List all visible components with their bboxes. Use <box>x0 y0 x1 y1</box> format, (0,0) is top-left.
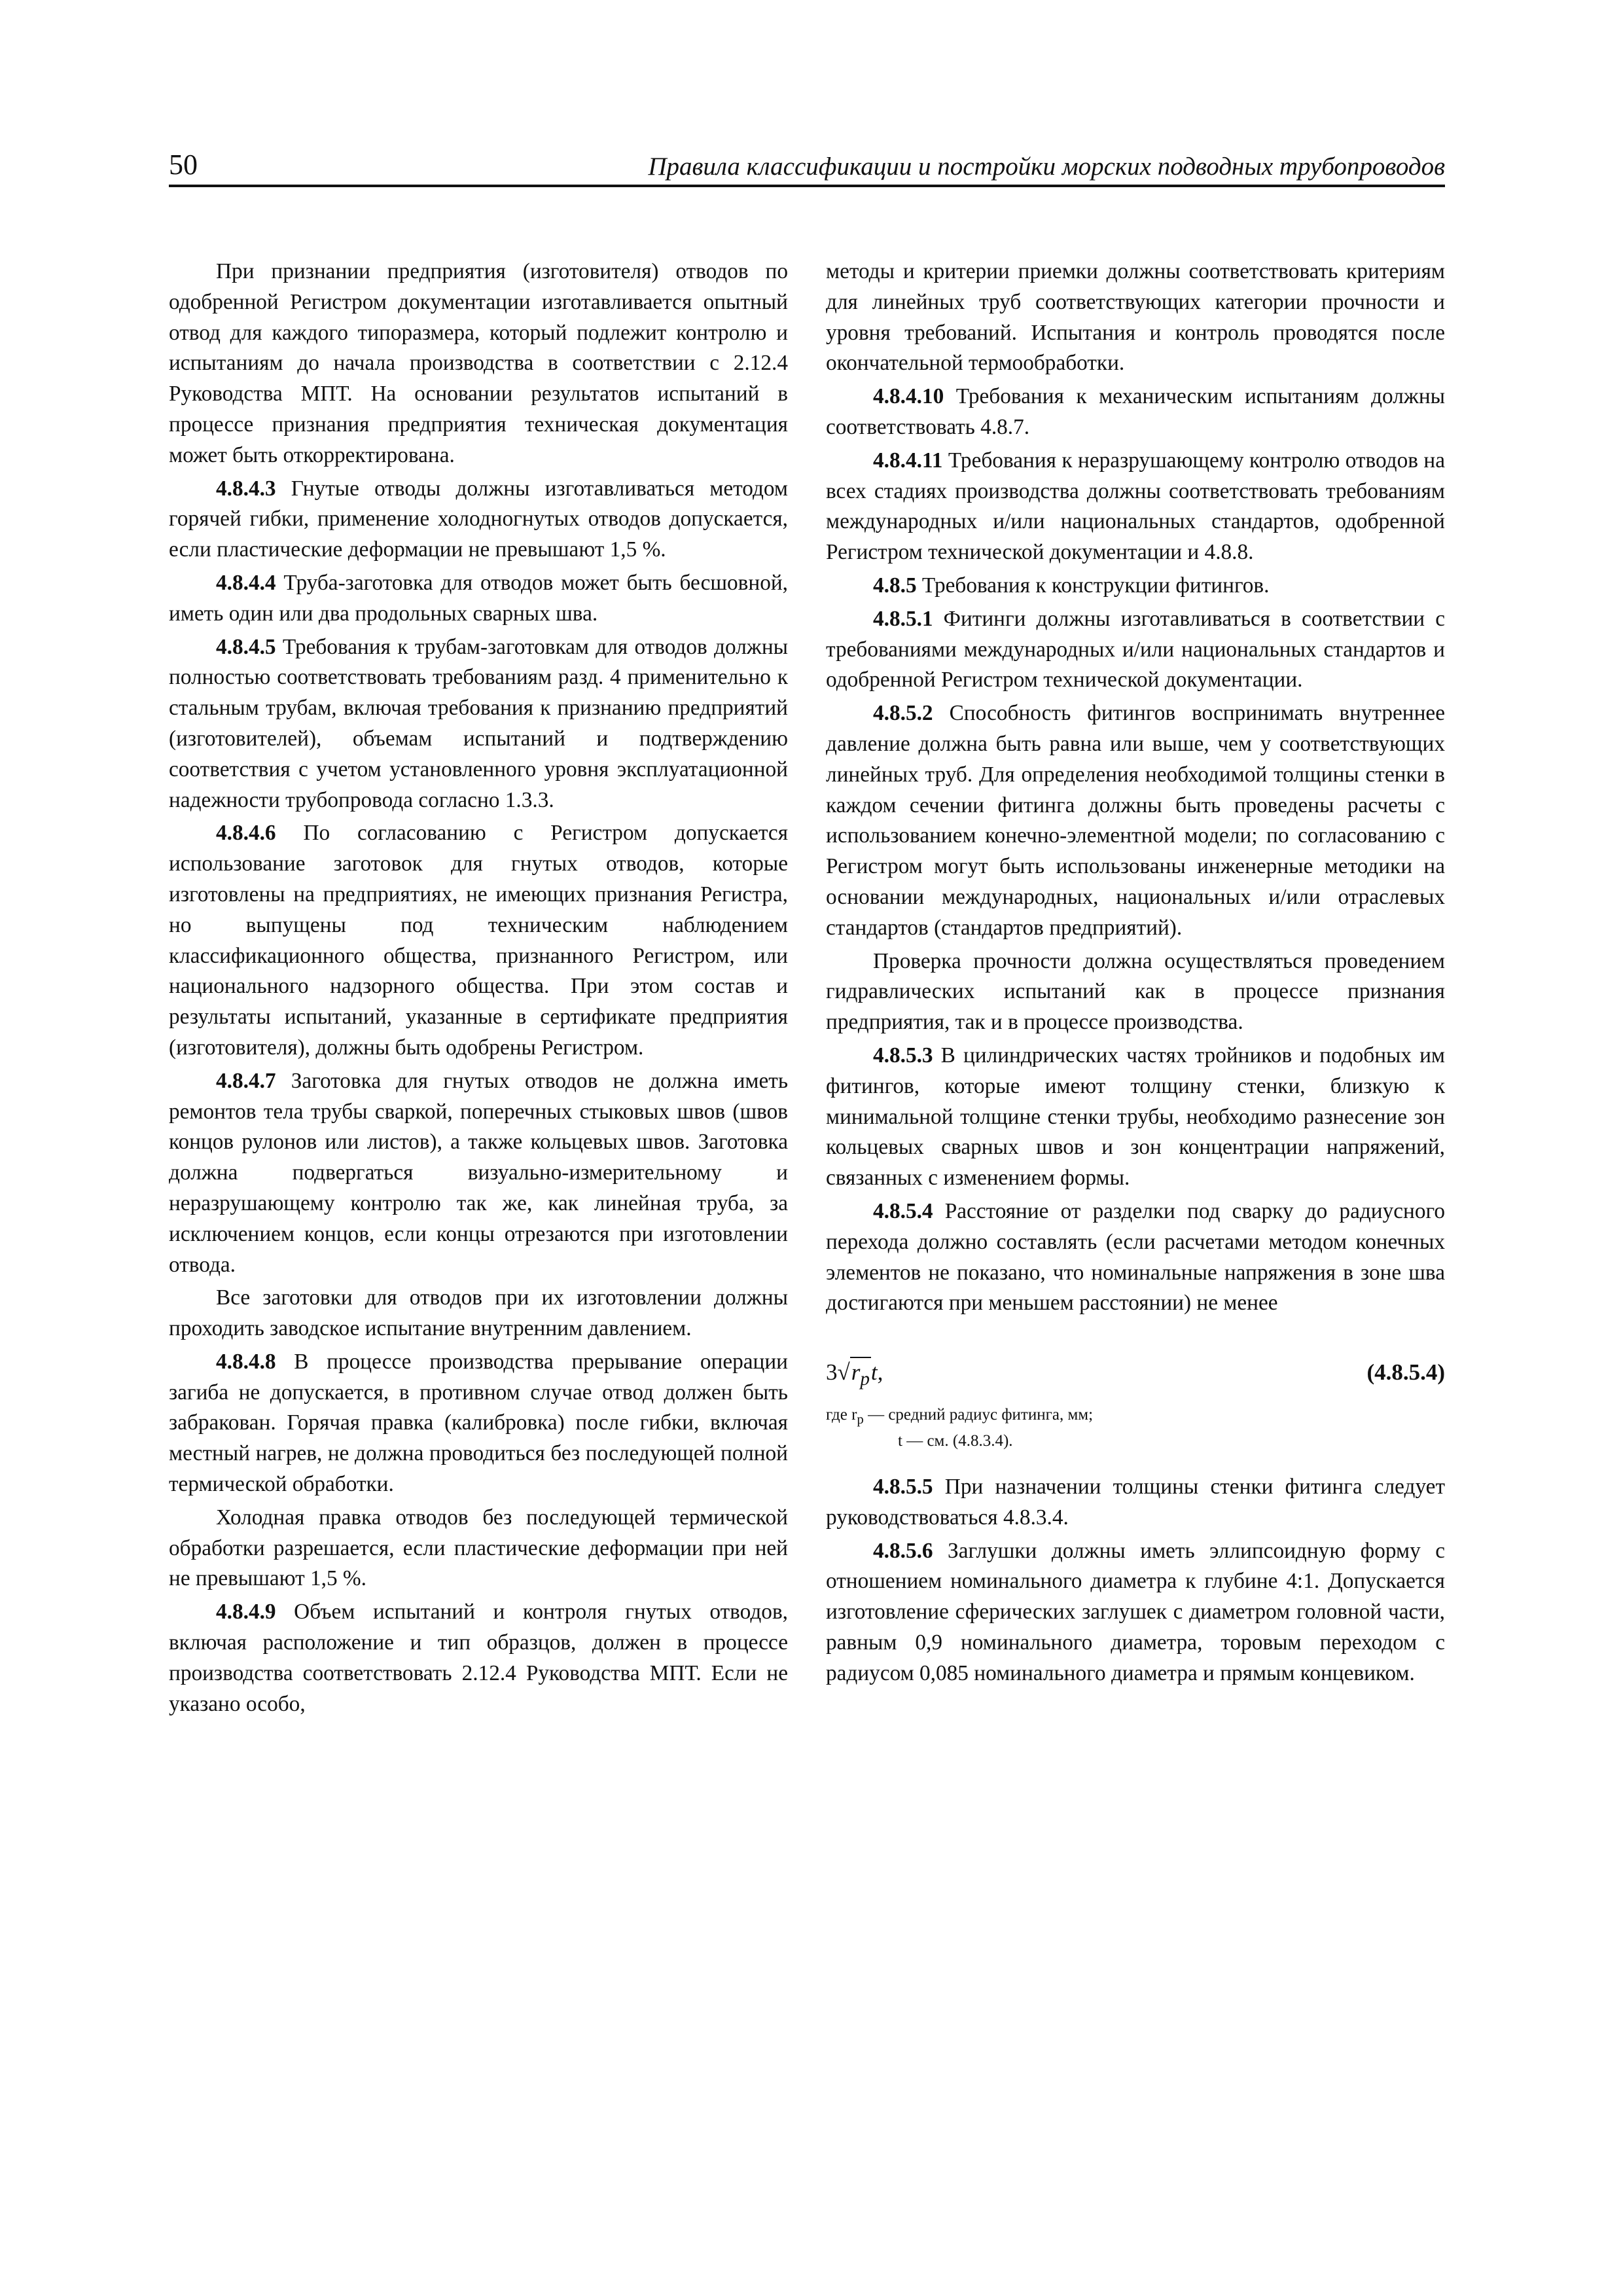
legend-line: где $r_p$ — средний радиус фитинга, мм; <box>826 1406 1094 1427</box>
paragraph: 4.8.5.2 Способность фитингов воспринимать внутреннее давление должна быть равна или выше, чем у соответствующих линейных труб. Для определения необходимой толщины стенки в каждом сечении фитинга должны быть проведены расчеты с использованием конечно-элементной модели; по согласованию с Регистром могут быть использованы инженерные методики на основании международных, национальных и/или отраслевых стандартов (стандартов предприятий). <box>826 701 1445 940</box>
paragraph: При признании предприятия (изготовителя) отводов по одобренной Регистром документации изготавливается опытный отвод для каждого типоразмера, который подлежит контролю и испытаниям до начала производства в соответствии с 2.12.4 Руководства МПТ. На основании результатов испытаний в процессе признания предприятия техническая документация может быть откорректирована. <box>169 259 788 467</box>
paragraph: 4.8.5.4 Расстояние от разделки под сварку до радиусного перехода должно составлять (если расчетами методом конечных элементов не показано, что номинальные напряжения в зоне шва достигаются при меньшем расстоянии) не менее <box>826 1198 1445 1316</box>
paragraph: 4.8.4.11 Требования к неразрушающему контролю отводов на всех стадиях производства должны соответствовать требованиям международных и/или национальных стандартов, одобренной Регистром технической документации и 4.8.8. <box>826 448 1446 565</box>
paragraph: 4.8.4.8 В процессе производства прерывание операции загиба не допускается, в противном случае отвод должен быть забракован. Горячая правка (калибровка) после гибки, включая местный нагрев, не должна проводиться без последующей полной термической обработки. <box>169 1349 788 1497</box>
paragraph: 4.8.4.3 Гнутые отводы должны изготавливаться методом горячей гибки, применение холодногнутых отводов допускается, если пластические деформации не превышают 1,5 %. <box>169 476 789 562</box>
page-header <box>169 139 1445 187</box>
paragraph: 4.8.4.5 Требования к трубам-заготовкам для отводов должны полностью соответствовать требованиям разд. 4 применительно к стальным трубам, включая требования к признанию предприятий (изготовителей), объемам испытаний и подтверждению соответствия с учетом установленного уровня эксплуатационной надежности трубопровода согласно 1.3.3. <box>169 634 789 812</box>
paragraph: 4.8.4.9 Объем испытаний и контроля гнутых отводов, включая расположение и тип образцов, должен в процессе производства соответствовать 2.12.4 Руководства МПТ. Если не указано особо, <box>169 1600 789 1716</box>
page-number: 50 <box>169 149 198 181</box>
paragraph: 4.8.4.4 Труба-заготовка для отводов может быть бесшовной, иметь один или два продольных сварных шва. <box>169 570 788 626</box>
paragraph: 4.8.5.5 При назначении толщины стенки фитинга следует руководствоваться 4.8.3.4. <box>826 1475 1446 1530</box>
formula: $3√r_pt$, <box>826 1353 883 1393</box>
legend-line: t — см. (4.8.3.4). <box>898 1432 1013 1450</box>
paragraph: Проверка прочности должна осуществляться проведением гидравлических испытаний как в процессе признания предприятия, так и в процессе производства. <box>826 948 1445 1035</box>
right-column <box>826 257 1445 1692</box>
paragraph: 4.8.5.1 Фитинги должны изготавливаться в соответствии с требованиями международных и/или национальных стандартов и одобренной Регистром технической документации. <box>826 606 1445 692</box>
left-column <box>169 257 788 1722</box>
paragraph: 4.8.5 Требования к конструкции фитингов. <box>873 573 1270 598</box>
paragraph: 4.8.4.10 Требования к механическим испытаниям должны соответствовать 4.8.7. <box>826 384 1446 439</box>
paragraph: 4.8.5.3 В цилиндрических частях тройников и подобных им фитингов, которые имеют толщину стенки, близкую к минимальной толщине стенки трубы, необходимо разнесение зон кольцевых сварных швов и зон концентрации напряжений, связанных с изменением формы. <box>826 1043 1446 1191</box>
formula-legend <box>826 1404 1445 1452</box>
formula-row <box>826 1353 1445 1392</box>
paragraph: Все заготовки для отводов при их изготовлении должны проходить заводское испытание внутренним давлением. <box>169 1285 788 1341</box>
paragraph: методы и критерии приемки должны соответствовать критериям для линейных труб соответствующих категории прочности и уровня требований. Испытания и контроль проводятся после окончательной термообработки. <box>826 259 1445 376</box>
equation-number: (4.8.5.4) <box>1366 1359 1445 1386</box>
paragraph: 4.8.4.7 Заготовка для гнутых отводов не должна иметь ремонтов тела трубы сваркой, поперечных стыковых швов (швов концов рулонов или листов), а также кольцевых швов. Заготовка должна подвергаться визуально-измерительному и неразрушающему контролю так же, как линейная труба, за исключением концов, если концы отрезаются при изготовлении отвода. <box>169 1068 789 1277</box>
paragraph: Холодная правка отводов без последующей термической обработки разрешается, если пластические деформации при ней не превышают 1,5 %. <box>169 1505 788 1591</box>
paragraph: 4.8.5.6 Заглушки должны иметь эллипсоидную форму с отношением номинального диаметра к глубине 4:1. Допускается изготовление сферических заглушек с диаметром головной части, равным 0,9 номинального диаметра, торовым переходом с радиусом 0,085 номинального диаметра и прямым концевиком. <box>826 1538 1445 1685</box>
paragraph: 4.8.4.6 По согласованию с Регистром допускается использование заготовок для гнутых отводов, которые изготовлены на предприятиях, не имеющих признания Регистра, но выпущены под техническим наблюдением классификационного общества, признанного Регистром, или национального надзорного общества. При этом состав и результаты испытаний, указанные в сертификате предприятия (изготовителя), должны быть одобрены Регистром. <box>169 821 789 1060</box>
running-title: Правила классификации и постройки морских подводных трубопроводов <box>648 152 1445 181</box>
